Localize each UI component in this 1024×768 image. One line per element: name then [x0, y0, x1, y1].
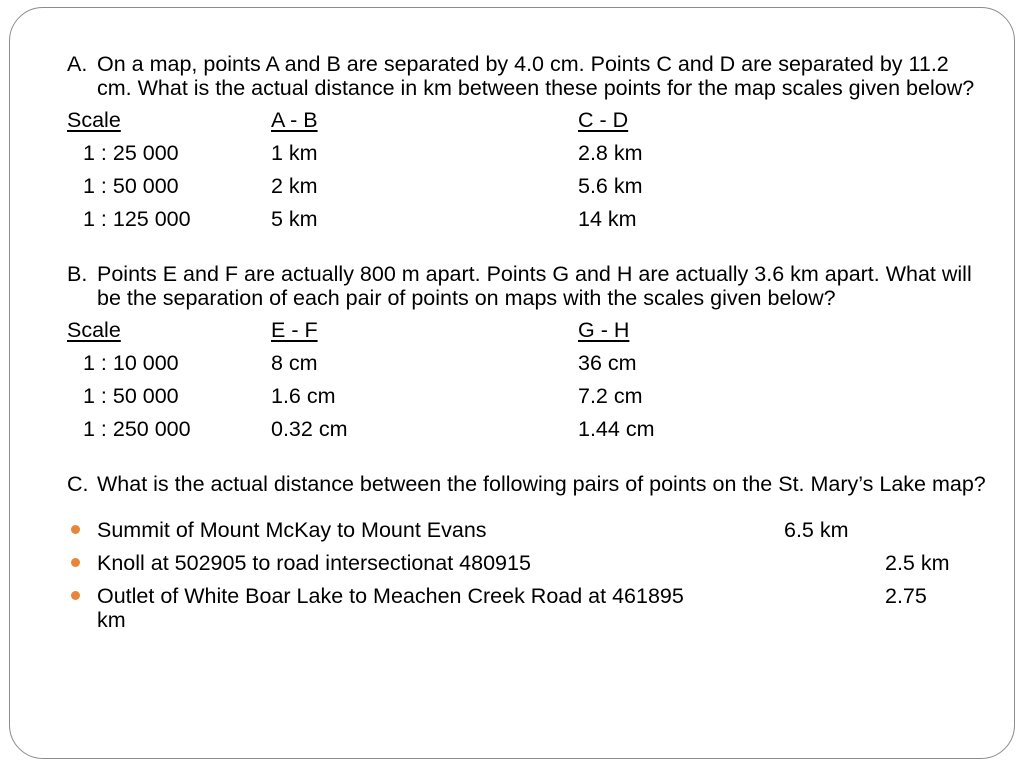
list-item — [67, 584, 987, 632]
table-b-scale: 1 : 50 000 — [83, 384, 179, 408]
table-a-ab: 1 km — [271, 141, 318, 165]
table-b-scale: 1 : 10 000 — [83, 351, 179, 375]
list-item-label: Summit of Mount McKay to Mount Evans — [97, 518, 487, 542]
question-c-text: What is the actual distance between the following pairs of points on the St. Mary’s Lake map? — [97, 472, 986, 496]
table-row — [67, 351, 987, 384]
table-b-header-scale: Scale — [67, 318, 121, 342]
table-row — [67, 384, 987, 417]
table-a-header-scale: Scale — [67, 108, 121, 132]
list-item-distance: 2.5 km — [885, 551, 950, 575]
table-b-header-gh: G - H — [578, 318, 630, 342]
question-a-letter: A. — [67, 52, 88, 76]
list-item-distance: 2.75 — [885, 584, 927, 608]
table-a-scale: 1 : 25 000 — [83, 141, 179, 165]
table-b-header — [67, 318, 987, 351]
table-b-gh: 36 cm — [578, 351, 637, 375]
table-b-gh: 7.2 cm — [578, 384, 643, 408]
question-a — [67, 52, 987, 100]
table-a-header — [67, 108, 987, 141]
question-b-text: Points E and F are actually 800 m apart. Points G and H are actually 3.6 km apart. What will be the separation of each pair of points on maps with the scales given below? — [97, 262, 972, 310]
question-c — [67, 472, 987, 496]
table-a-scale: 1 : 125 000 — [83, 207, 191, 231]
table-b-ef: 0.32 cm — [271, 417, 348, 441]
question-c-letter: C. — [67, 472, 89, 496]
table-b-header-ef: E - F — [271, 318, 318, 342]
slide-content — [67, 52, 987, 632]
table-row — [67, 174, 987, 207]
table-b-ef: 8 cm — [271, 351, 318, 375]
bullet-icon — [71, 525, 80, 534]
table-row — [67, 141, 987, 174]
table-b-ef: 1.6 cm — [271, 384, 336, 408]
table-b-scale: 1 : 250 000 — [83, 417, 191, 441]
table-row — [67, 417, 987, 450]
list-item — [67, 518, 987, 551]
table-a-ab: 5 km — [271, 207, 318, 231]
table-a-scale: 1 : 50 000 — [83, 174, 179, 198]
table-a-cd: 2.8 km — [578, 141, 643, 165]
question-b — [67, 262, 987, 310]
table-b-gh: 1.44 cm — [578, 417, 655, 441]
table-a-ab: 2 km — [271, 174, 318, 198]
table-a-header-cd: C - D — [578, 108, 629, 132]
list-item-label: Knoll at 502905 to road intersectionat 480915 — [97, 551, 531, 575]
question-b-letter: B. — [67, 262, 88, 286]
list-item-label: Outlet of White Boar Lake to Meachen Creek Road at 461895 — [97, 584, 684, 608]
table-a-header-ab: A - B — [271, 108, 318, 132]
bullet-icon — [71, 558, 80, 567]
table-a-cd: 5.6 km — [578, 174, 643, 198]
table-row — [67, 207, 987, 240]
list-item — [67, 551, 987, 584]
question-a-text: On a map, points A and B are separated by 4.0 cm. Points C and D are separated by 11.2 cm. What is the actual distance in km between these points for the map scales given below? — [97, 52, 975, 100]
list-item-distance: 6.5 km — [784, 518, 849, 542]
table-a-cd: 14 km — [578, 207, 637, 231]
list-item-distance-unit: km — [97, 608, 126, 632]
bullet-icon — [71, 591, 80, 600]
